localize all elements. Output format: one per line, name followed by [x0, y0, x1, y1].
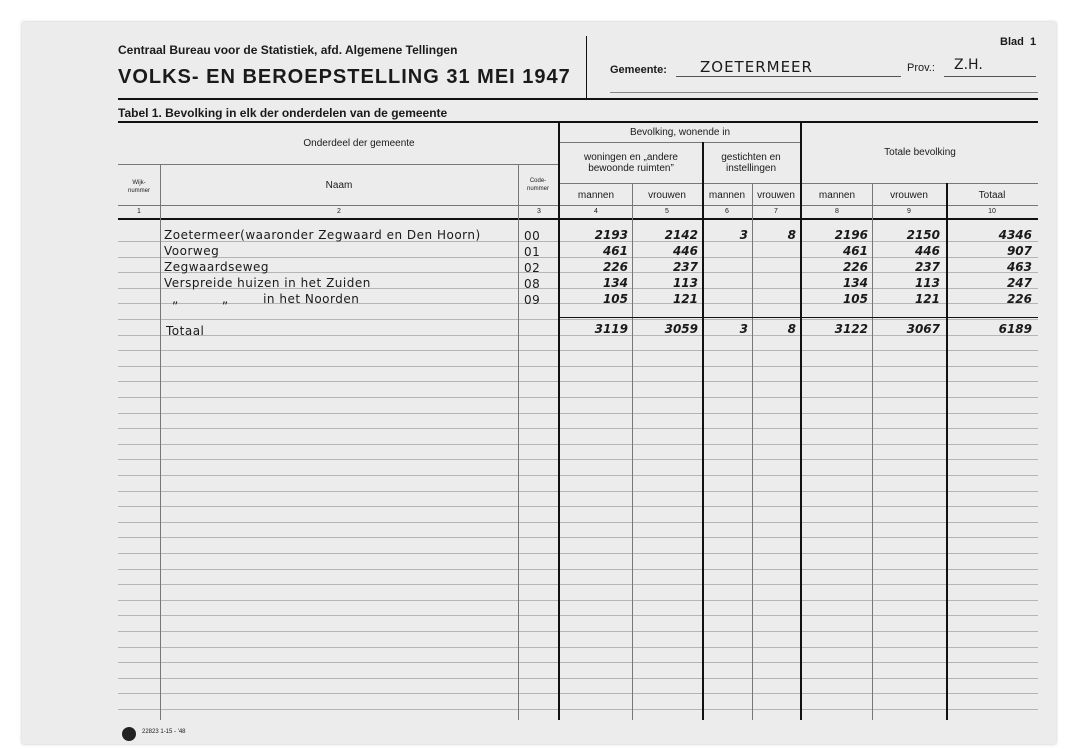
header-vrouwen-7: vrouwen — [757, 190, 795, 201]
ruled-line — [118, 413, 1038, 414]
row-won-v-4: 121 — [672, 292, 698, 306]
row-tot-m-1: 461 — [842, 244, 868, 258]
header-mannen-4: mannen — [577, 190, 615, 201]
column-line — [558, 121, 560, 720]
column-line — [518, 164, 519, 720]
ruled-line — [118, 319, 1038, 320]
header-rule — [610, 92, 1038, 93]
row-tot-v-3: 113 — [914, 276, 940, 290]
ruled-line — [118, 569, 1038, 570]
ruled-line — [118, 491, 1038, 492]
blad-label: Blad — [1000, 36, 1024, 48]
row-totaal-2: 463 — [1006, 260, 1032, 274]
row-code-3: 08 — [524, 277, 541, 291]
ruled-line — [118, 584, 1038, 585]
prov-label: Prov.: — [907, 62, 935, 74]
header-bottom-rule — [118, 98, 1038, 100]
total-label: Totaal — [166, 324, 205, 338]
gemeente-value: ZOETERMEER — [700, 58, 813, 76]
row-naam-2: Zegwaardseweg — [164, 260, 270, 274]
row-naam-0: Zoetermeer(waaronder Zegwaard en Den Hoorn) — [164, 228, 481, 242]
header-divider — [586, 36, 587, 98]
gemeente-underline — [676, 76, 901, 77]
print-code: 22823 1-15 - '48 — [142, 729, 186, 735]
row-ges-v-0: 8 — [787, 228, 796, 242]
ruled-line — [118, 444, 1038, 445]
ruled-line — [118, 522, 1038, 523]
colnum-1: 1 — [137, 208, 141, 215]
total-top-rule — [560, 317, 1038, 318]
ruled-line — [118, 553, 1038, 554]
column-line — [800, 121, 802, 720]
header-vrouwen-9: vrouwen — [890, 190, 928, 201]
ruled-line — [118, 647, 1038, 648]
colnum-top-rule — [118, 205, 1038, 206]
ruled-line — [118, 506, 1038, 507]
ruled-line — [118, 615, 1038, 616]
column-line — [160, 164, 161, 720]
prov-underline — [944, 76, 1036, 77]
body-top-rule — [118, 218, 1038, 220]
row-tot-v-2: 237 — [914, 260, 940, 274]
row-won-m-2: 226 — [602, 260, 628, 274]
ruled-line — [118, 381, 1038, 382]
ruled-line — [118, 366, 1038, 367]
row-won-v-1: 446 — [672, 244, 698, 258]
header-code-1: Code- — [529, 178, 547, 184]
organization-name: Centraal Bureau voor de Statistiek, afd. Algemene Tellingen — [118, 43, 458, 57]
row-code-4: 09 — [524, 293, 541, 307]
ruled-line — [118, 397, 1038, 398]
row-tot-v-1: 446 — [914, 244, 940, 258]
colnum-2: 2 — [337, 208, 341, 215]
colnum-9: 9 — [907, 208, 911, 215]
ruled-line — [118, 662, 1038, 663]
header-mannen-6: mannen — [708, 190, 746, 201]
row-totaal-4: 226 — [1006, 292, 1032, 306]
ruled-line — [118, 600, 1038, 601]
row-won-m-1: 461 — [602, 244, 628, 258]
header-gestichten-1: gestichten en — [721, 152, 781, 163]
header-gestichten-2: instellingen — [725, 163, 777, 174]
row-code-0: 00 — [524, 229, 541, 243]
header-vrouwen-5: vrouwen — [648, 190, 686, 201]
row-won-v-3: 113 — [672, 276, 698, 290]
row-tot-m-2: 226 — [842, 260, 868, 274]
header-naam: Naam — [325, 180, 353, 191]
total-won-m: 3119 — [594, 322, 628, 336]
row-won-m-3: 134 — [602, 276, 628, 290]
blad-number: 1 — [1030, 36, 1037, 48]
total-tot-m: 3122 — [834, 322, 868, 336]
table-caption: Tabel 1. Bevolking in elk der onderdelen van de gemeente — [118, 106, 448, 120]
header-wijk-1: Wijk- — [132, 180, 146, 186]
header-wijk-2: nummer — [127, 188, 150, 194]
colnum-10: 10 — [988, 208, 996, 215]
colnum-8: 8 — [835, 208, 839, 215]
total-totaal: 6189 — [998, 322, 1032, 336]
row-won-v-0: 2142 — [664, 228, 698, 242]
publisher-logo-icon — [122, 727, 136, 741]
row-won-m-0: 2193 — [594, 228, 628, 242]
colnum-5: 5 — [665, 208, 669, 215]
header-rule-left — [118, 164, 558, 165]
row-totaal-3: 247 — [1006, 276, 1032, 290]
form-sheet — [22, 22, 1056, 744]
gemeente-label: Gemeente: — [610, 64, 667, 76]
colnum-4: 4 — [594, 208, 598, 215]
row-tot-m-3: 134 — [842, 276, 868, 290]
colnum-3: 3 — [537, 208, 541, 215]
ruled-line — [118, 475, 1038, 476]
ruled-line — [118, 709, 1038, 710]
header-totaal-10: Totaal — [978, 190, 1006, 201]
header-woningen-1: woningen en „andere — [584, 152, 678, 163]
header-bevolking-wonende: Bevolking, wonende in — [629, 127, 731, 138]
row-naam-4: „ „ in het Noorden — [172, 292, 360, 306]
header-code-2: nummer — [526, 186, 549, 192]
colnum-6: 6 — [725, 208, 729, 215]
row-naam-1: Voorweg — [164, 244, 220, 258]
row-naam-3: Verspreide huizen in het Zuiden — [164, 276, 371, 290]
row-tot-m-0: 2196 — [834, 228, 868, 242]
header-totale: Totale bevolking — [884, 147, 956, 158]
header-woningen-2: bewoonde ruimten” — [588, 163, 674, 174]
total-ges-v: 8 — [787, 322, 796, 336]
ruled-line — [118, 631, 1038, 632]
ruled-line — [118, 350, 1038, 351]
ruled-line — [118, 428, 1038, 429]
header-rule-wonende — [560, 142, 800, 143]
row-tot-v-4: 121 — [914, 292, 940, 306]
ruled-line — [118, 693, 1038, 694]
row-ges-m-0: 3 — [739, 228, 748, 242]
ruled-line — [118, 678, 1038, 679]
header-mannen-8: mannen — [818, 190, 856, 201]
ruled-line — [118, 459, 1038, 460]
row-code-2: 02 — [524, 261, 541, 275]
row-code-1: 01 — [524, 245, 541, 259]
total-tot-v: 3067 — [906, 322, 940, 336]
row-tot-v-0: 2150 — [906, 228, 940, 242]
row-tot-m-4: 105 — [842, 292, 868, 306]
column-line — [752, 183, 753, 720]
prov-value: Z.H. — [954, 57, 983, 73]
ruled-line — [118, 537, 1038, 538]
total-ges-m: 3 — [739, 322, 748, 336]
row-totaal-1: 907 — [1006, 244, 1032, 258]
row-totaal-0: 4346 — [998, 228, 1032, 242]
colnum-7: 7 — [774, 208, 778, 215]
header-onderdeel: Onderdeel der gemeente — [303, 138, 415, 149]
total-won-v: 3059 — [664, 322, 698, 336]
table-top-rule — [118, 121, 1038, 123]
row-won-m-4: 105 — [602, 292, 628, 306]
form-title: VOLKS- EN BEROEPSTELLING 31 MEI 1947 — [118, 66, 571, 88]
row-won-v-2: 237 — [672, 260, 698, 274]
